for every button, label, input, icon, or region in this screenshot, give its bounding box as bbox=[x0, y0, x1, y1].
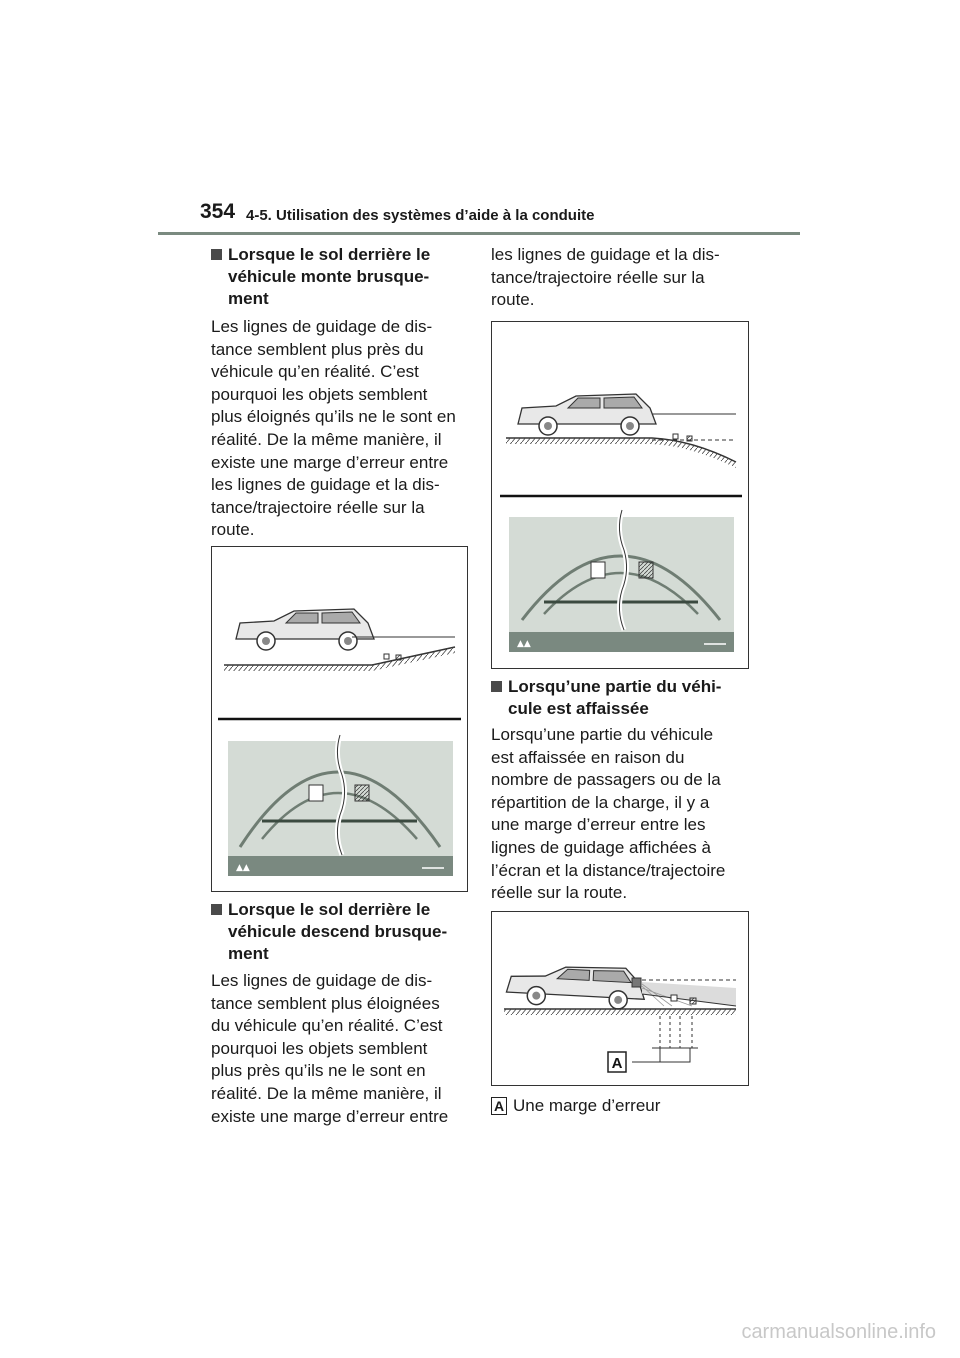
heading-ground-descends bbox=[211, 899, 467, 965]
paragraph-ground-rises: Les lignes de guidage de dis- tance semblent plus près du véhicule qu’en réalité. C’est pourquoi les objets semblent plus éloignés qu’ils ne le sont en réalité. De la même manière, il existe une marge d’erreur entre les lignes de guidage et la dis- tance/trajectoire réelle sur la route. bbox=[211, 317, 456, 540]
camera-screen-icon bbox=[228, 735, 453, 876]
paragraph-ground-descends: Les lignes de guidage de dis- tance semblent plus éloignées du véhicule qu’en réalité. C’est pourquoi les objets semblent plus près qu’ils ne le sont en réalité. De la même manière, il existe une marge d’erreur entre bbox=[211, 971, 449, 1126]
watermark: carmanualsonline.info bbox=[741, 1321, 936, 1343]
header-rule bbox=[158, 232, 800, 235]
svg-text:▲▲: ▲▲ bbox=[517, 639, 531, 649]
camera-screen-icon bbox=[509, 510, 734, 652]
heading-line: ment bbox=[228, 289, 269, 308]
heading-line: ment bbox=[228, 944, 269, 963]
heading-line: Lorsqu’une partie du véhi- bbox=[508, 677, 722, 696]
figure-ground-rises-illustration bbox=[212, 547, 467, 891]
square-bullet-icon bbox=[491, 681, 502, 692]
figure-ground-rises bbox=[211, 546, 468, 892]
footnote-text: Une marge d’erreur bbox=[513, 1096, 661, 1115]
figure-ground-descends-illustration bbox=[492, 322, 748, 668]
footnote bbox=[491, 1096, 660, 1116]
page-number: 354 bbox=[200, 200, 236, 223]
square-bullet-icon bbox=[211, 249, 222, 260]
section-title: 4-5. Utilisation des systèmes d’aide à la conduite bbox=[246, 207, 595, 224]
square-bullet-icon bbox=[211, 904, 222, 915]
figure-vehicle-sagging-illustration bbox=[492, 912, 748, 1085]
car-side-icon bbox=[236, 609, 374, 650]
paragraph-ground-descends-continued: les lignes de guidage et la dis- tance/trajectoire réelle sur la route. bbox=[491, 245, 720, 310]
heading-line: Lorsque le sol derrière le bbox=[228, 245, 431, 264]
heading-line: cule est affaissée bbox=[508, 699, 649, 718]
heading-line: véhicule monte brusque- bbox=[228, 267, 430, 286]
car-side-icon bbox=[518, 394, 656, 435]
callout-a-box: A bbox=[491, 1097, 507, 1115]
figure-vehicle-sagging bbox=[491, 911, 749, 1086]
svg-text:▲▲: ▲▲ bbox=[236, 863, 250, 873]
heading-vehicle-sagging bbox=[491, 676, 751, 720]
callout-a-label: A bbox=[611, 1055, 623, 1072]
figure-ground-descends bbox=[491, 321, 749, 669]
car-side-icon bbox=[506, 962, 646, 1010]
heading-ground-rises bbox=[211, 244, 461, 310]
heading-line: véhicule descend brusque- bbox=[228, 922, 448, 941]
heading-line: Lorsque le sol derrière le bbox=[228, 900, 431, 919]
paragraph-vehicle-sagging: Lorsqu’une partie du véhicule est affaissée en raison du nombre de passagers ou de la répartition de la charge, il y a une marge d’erreur entre les lignes de guidage affichées à l’écran et la distance/trajectoire réelle sur la route. bbox=[491, 725, 726, 903]
